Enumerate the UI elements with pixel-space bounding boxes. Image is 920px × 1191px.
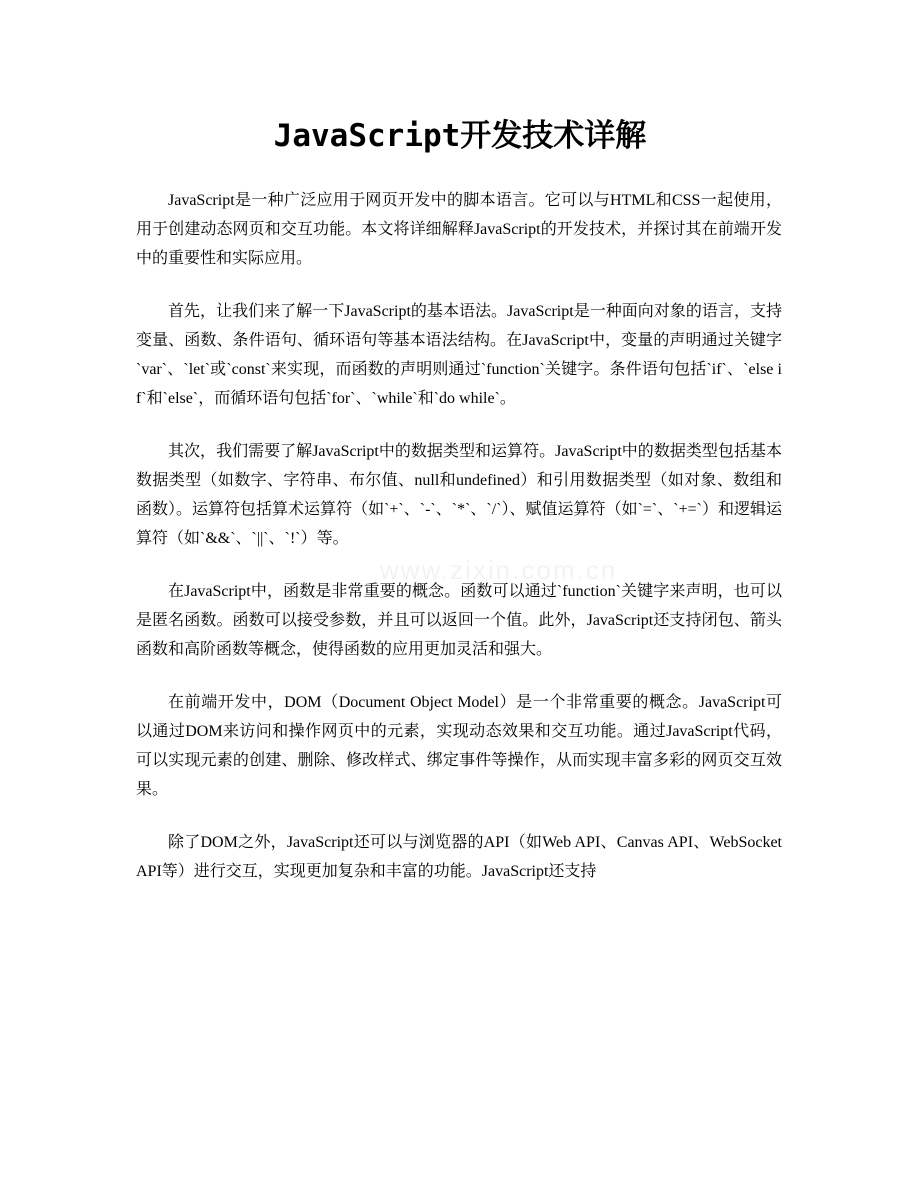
paragraph-browser-api: 除了DOM之外，JavaScript还可以与浏览器的API（如Web API、Canvas API、WebSocket API等）进行交互，实现更加复杂和丰富的功能。JavaScript还支持 [136,834,782,880]
watermark: www.zixin.com.cn [380,555,618,585]
document-title: JavaScript开发技术详解 [273,118,647,154]
document-body [136,186,782,910]
paragraph-data-types: 其次，我们需要了解JavaScript中的数据类型和运算符。JavaScript中的数据类型包括基本数据类型（如数字、字符串、布尔值、null和undefined）和引用数据类型（如对象、数组和函数）。运算符包括算术运算符（如`+`、`-`、`*`、`/`）、赋值运算符（如`=`、`+=`）和逻辑运算符（如`&&`、`||`、`!`）等。 [136,443,782,547]
paragraph-dom: 在前端开发中，DOM（Document Object Model）是一个非常重要的概念。JavaScript可以通过DOM来访问和操作网页中的元素，实现动态效果和交互功能。通过JavaScript代码，可以实现元素的创建、删除、修改样式、绑定事件等操作，从而实现丰富多彩的网页交互效果。 [136,694,782,798]
paragraph-basic-syntax: 首先，让我们来了解一下JavaScript的基本语法。JavaScript是一种面向对象的语言，支持变量、函数、条件语句、循环语句等基本语法结构。在JavaScript中，变量的声明通过关键字`var`、`let`或`const`来实现，而函数的声明则通过`function`关键字。条件语句包括`if`、`else if`和`else`，而循环语句包括`for`、`while`和`do while`。 [136,303,782,407]
paragraph-functions: 在JavaScript中，函数是非常重要的概念。函数可以通过`function`关键字来声明，也可以是匿名函数。函数可以接受参数，并且可以返回一个值。此外，JavaScript还支持闭包、箭头函数和高阶函数等概念，使得函数的应用更加灵活和强大。 [136,583,782,658]
paragraph-intro: JavaScript是一种广泛应用于网页开发中的脚本语言。它可以与HTML和CSS一起使用，用于创建动态网页和交互功能。本文将详细解释JavaScript的开发技术，并探讨其在前端开发中的重要性和实际应用。 [136,192,782,267]
